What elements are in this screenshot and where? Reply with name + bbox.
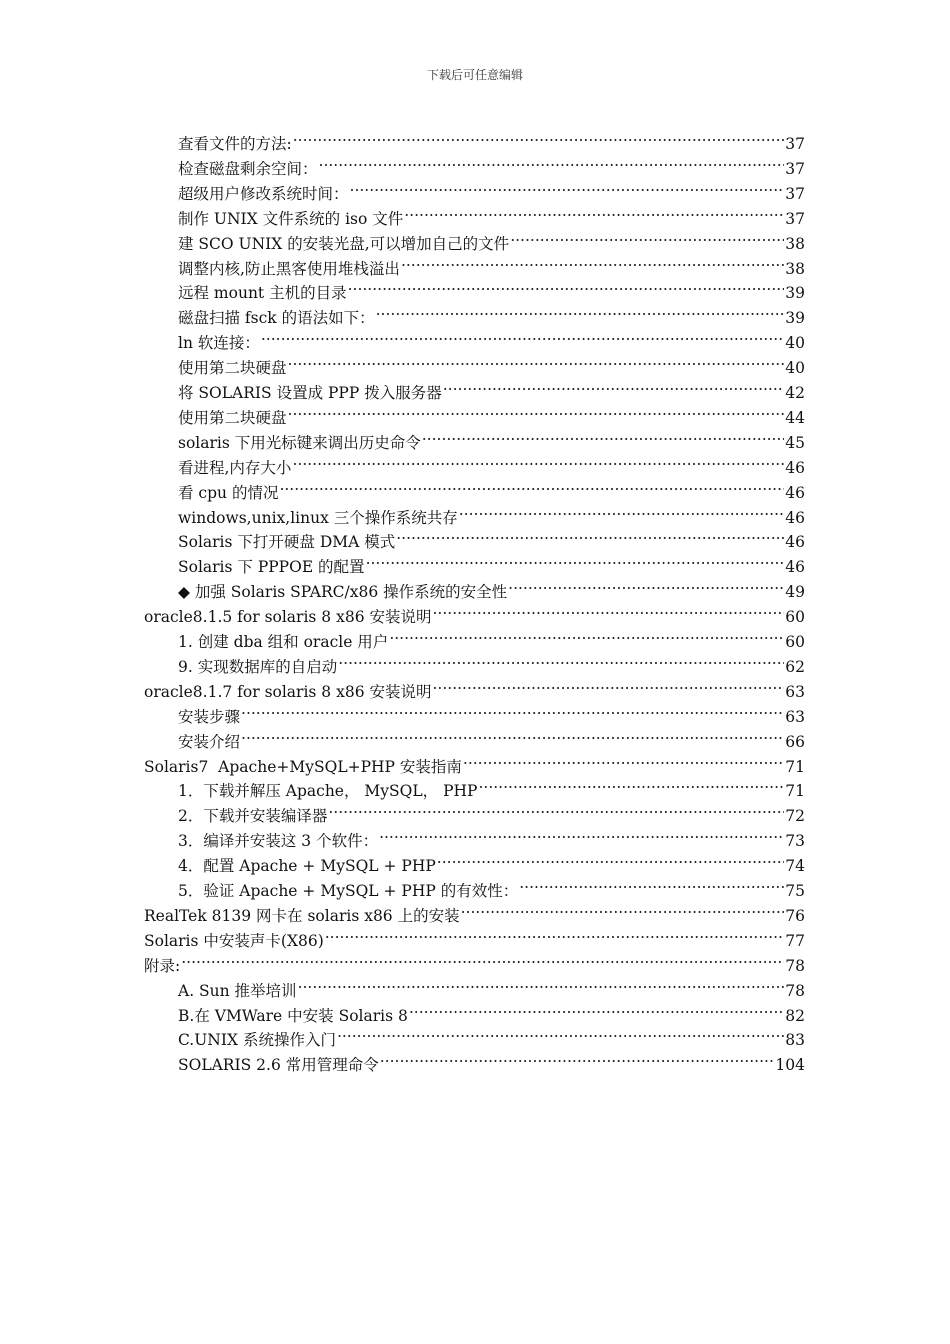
toc-entry-title: 制作 UNIX 文件系统的 iso 文件 [178, 209, 404, 228]
toc-entry-title: RealTek 8139 网卡在 solaris x86 上的安装 [144, 906, 460, 925]
toc-entry-page-number: 62 [785, 657, 805, 676]
toc-entry[interactable] [178, 846, 805, 876]
toc-entry-page-number: 46 [785, 483, 805, 502]
toc-entry-title: B.在 VMWare 中安装 Solaris 8 [178, 1006, 408, 1025]
toc-dot-leader [432, 672, 784, 697]
toc-entry[interactable] [178, 473, 805, 502]
toc-dot-leader [379, 821, 784, 846]
toc-entry[interactable] [178, 796, 805, 826]
toc-entry-page-number: 40 [785, 359, 805, 378]
toc-entry[interactable] [178, 821, 805, 851]
toc-entry[interactable] [178, 722, 805, 751]
toc-dot-leader [366, 547, 785, 572]
toc-entry[interactable] [144, 672, 805, 701]
toc-entry-page-number: 76 [785, 906, 805, 925]
toc-entry-title: 附录: [144, 956, 181, 975]
toc-dot-leader [181, 946, 784, 971]
toc-entry[interactable] [144, 921, 805, 950]
toc-entry-page-number: 42 [785, 384, 805, 402]
toc-dot-leader [432, 597, 784, 622]
toc-dot-leader [459, 498, 785, 523]
toc-entry[interactable] [144, 747, 805, 776]
toc-entry-title: Solaris7 Apache+MySQL+PHP 安装指南 [144, 757, 462, 776]
toc-entry[interactable] [178, 697, 805, 726]
toc-entry[interactable] [178, 871, 805, 900]
toc-entry-page-number: 46 [785, 508, 805, 527]
toc-entry[interactable] [178, 398, 805, 427]
toc-entry[interactable] [178, 174, 805, 203]
toc-entry-title: oracle8.1.7 for solaris 8 x86 安装说明 [144, 682, 432, 701]
toc-dot-leader [422, 423, 785, 448]
toc-entry-title: 5．验证 Apache + MySQL + PHP 的有效性： [178, 882, 519, 900]
toc-entry[interactable] [178, 647, 805, 676]
toc-entry-title: 查看文件的方法: [178, 135, 292, 153]
toc-entry-page-number: 63 [785, 682, 805, 701]
toc-entry-page-number: 39 [785, 309, 805, 328]
toc-entry-page-number: 39 [785, 284, 805, 303]
toc-entry[interactable] [178, 273, 805, 303]
toc-entry[interactable] [178, 348, 805, 378]
toc-entry-title: solaris 下用光标键来调出历史命令 [178, 433, 421, 452]
toc-entry-title: 看进程,内存大小 [178, 458, 292, 477]
toc-entry-page-number: 45 [785, 433, 805, 452]
toc-entry-page-number: 37 [785, 209, 805, 228]
toc-dot-leader [508, 572, 784, 597]
toc-entry-title: ln 软连接： [178, 334, 260, 353]
toc-entry[interactable] [178, 224, 805, 253]
toc-entry-page-number: 60 [785, 633, 805, 651]
toc-entry-page-number: 78 [785, 956, 805, 975]
toc-entry[interactable] [178, 622, 805, 651]
toc-entry-page-number: 71 [785, 757, 805, 776]
toc-dot-leader [519, 871, 784, 896]
toc-entry[interactable] [178, 199, 805, 228]
toc-entry-page-number: 82 [785, 1006, 805, 1025]
toc-dot-leader [404, 199, 784, 224]
toc-entry-title: ◆ 加强 Solaris SPARC/x86 操作系统的安全性 [178, 583, 508, 602]
toc-entry-title: windows,unix,linux 三个操作系统共存 [178, 508, 458, 527]
toc-entry-page-number: 104 [775, 1056, 805, 1075]
toc-entry-page-number: 77 [785, 931, 805, 950]
toc-entry[interactable] [178, 323, 805, 353]
toc-entry-page-number: 49 [785, 583, 805, 602]
toc-dot-leader [292, 448, 784, 473]
toc-dot-leader [348, 273, 785, 298]
toc-dot-leader [288, 398, 785, 423]
toc-entry-page-number: 72 [785, 807, 805, 826]
toc-entry-page-number: 66 [785, 732, 805, 751]
toc-dot-leader [389, 622, 784, 647]
toc-dot-leader [337, 1020, 784, 1045]
toc-entry-title: 9. 实现数据库的自启动 [178, 657, 338, 676]
toc-entry[interactable] [178, 572, 805, 602]
toc-entry-page-number: 46 [785, 533, 805, 552]
toc-dot-leader [261, 323, 784, 348]
toc-dot-leader [338, 647, 784, 672]
page-header: 下载后可任意编辑 [426, 68, 523, 82]
toc-entry-title: 1．下载并解压 Apache， MySQL， PHP [178, 782, 478, 801]
toc-entry-page-number: 38 [785, 234, 805, 253]
toc-dot-leader [437, 846, 784, 871]
toc-entry[interactable] [178, 1020, 805, 1050]
toc-entry-page-number: 63 [785, 707, 805, 726]
toc-entry-title: 调整内核,防止黑客使用堆栈溢出 [178, 259, 400, 278]
toc-entry[interactable] [178, 249, 805, 278]
toc-entry-title: A. Sun 推举培训 [178, 981, 297, 1000]
toc-entry-page-number: 78 [785, 981, 805, 1000]
toc-entry[interactable] [178, 771, 805, 801]
toc-entry-page-number: 38 [785, 259, 805, 278]
toc-entry[interactable] [178, 522, 805, 552]
toc-entry[interactable] [178, 448, 805, 477]
toc-dot-leader [288, 348, 785, 373]
toc-entry-title: 使用第二块硬盘 [178, 359, 287, 378]
toc-entry-title: 3．编译并安装这 3 个软件： [178, 832, 379, 851]
toc-dot-leader [461, 896, 785, 921]
toc-entry-page-number: 75 [785, 882, 805, 900]
toc-entry[interactable] [178, 149, 805, 178]
toc-dot-leader [409, 996, 784, 1021]
toc-entry[interactable] [144, 896, 805, 925]
toc-dot-leader [325, 921, 785, 946]
toc-entry-title: 超级用户修改系统时间： [178, 184, 349, 203]
toc-entry[interactable] [178, 298, 805, 328]
toc-entry-title: 磁盘扫描 fsck 的语法如下： [178, 309, 375, 328]
toc-dot-leader [350, 174, 785, 199]
toc-dot-leader [376, 298, 785, 323]
toc-entry-page-number: 46 [785, 458, 805, 477]
toc-entry-page-number: 74 [785, 857, 805, 876]
toc-dot-leader [328, 796, 784, 821]
toc-entry-page-number: 71 [785, 782, 805, 801]
toc-entry-title: 建 SCO UNIX 的安装光盘,可以增加自己的文件 [178, 234, 510, 253]
toc-dot-leader [463, 747, 784, 772]
toc-entry-title: 4．配置 Apache + MySQL + PHP [178, 857, 436, 876]
toc-entry[interactable] [178, 547, 805, 577]
toc-dot-leader [478, 771, 784, 796]
toc-entry-page-number: 37 [785, 135, 805, 153]
toc-entry-page-number: 44 [785, 408, 805, 427]
toc-entry-title: Solaris 中安装声卡(X86) [144, 931, 324, 950]
toc-entry-page-number: 83 [785, 1031, 805, 1050]
toc-dot-leader [401, 249, 784, 274]
toc-entry-page-number: 73 [785, 832, 805, 851]
toc-entry-page-number: 37 [785, 184, 805, 203]
toc-dot-leader [279, 473, 784, 498]
toc-entry-title: 将 SOLARIS 设置成 PPP 拨入服务器 [178, 384, 442, 402]
toc-entry-page-number: 40 [785, 334, 805, 353]
toc-entry[interactable] [178, 1045, 805, 1075]
toc-entry-title: 检查磁盘剩余空间： [178, 159, 318, 178]
toc-entry[interactable] [178, 423, 805, 452]
toc-entry-title: oracle8.1.5 for solaris 8 x86 安装说明 [144, 608, 432, 627]
toc-entry-title: SOLARIS 2.6 常用管理命令 [178, 1056, 379, 1075]
toc-dot-leader [443, 373, 785, 398]
toc-entry-title: C.UNIX 系统操作入门 [178, 1031, 336, 1050]
toc-entry[interactable] [178, 996, 805, 1025]
toc-entry-title: 远程 mount 主机的目录 [178, 284, 347, 303]
toc-entry-title: 1. 创建 dba 组和 oracle 用户 [178, 633, 389, 651]
toc-dot-leader [396, 522, 784, 547]
toc-entry[interactable] [178, 498, 805, 527]
toc-entry-title: 安装步骤 [178, 707, 241, 726]
toc-entry-page-number: 46 [785, 558, 805, 577]
toc-entry[interactable] [178, 971, 805, 1000]
toc-entry-title: 安装介绍 [178, 732, 241, 751]
toc-dot-leader [293, 124, 785, 149]
toc-dot-leader [510, 224, 784, 249]
toc-entry-title: Solaris 下打开硬盘 DMA 模式 [178, 533, 396, 552]
toc-entry-title: 2．下载并安装编译器 [178, 807, 328, 826]
toc-entry[interactable] [178, 373, 805, 402]
toc-entry-page-number: 60 [785, 608, 805, 627]
toc-entry-page-number: 37 [785, 159, 805, 178]
toc-entry[interactable] [178, 124, 805, 153]
toc-entry-title: 看 cpu 的情况 [178, 483, 279, 502]
toc-dot-leader [241, 722, 784, 747]
toc-dot-leader [241, 697, 784, 722]
toc-entry[interactable] [144, 597, 805, 627]
toc-dot-leader [298, 971, 785, 996]
toc-entry-title: 使用第二块硬盘 [178, 408, 287, 427]
toc-entry-title: Solaris 下 PPPOE 的配置 [178, 558, 365, 577]
toc-dot-leader [380, 1045, 775, 1070]
toc-dot-leader [319, 149, 785, 174]
toc-entry[interactable] [144, 946, 805, 975]
